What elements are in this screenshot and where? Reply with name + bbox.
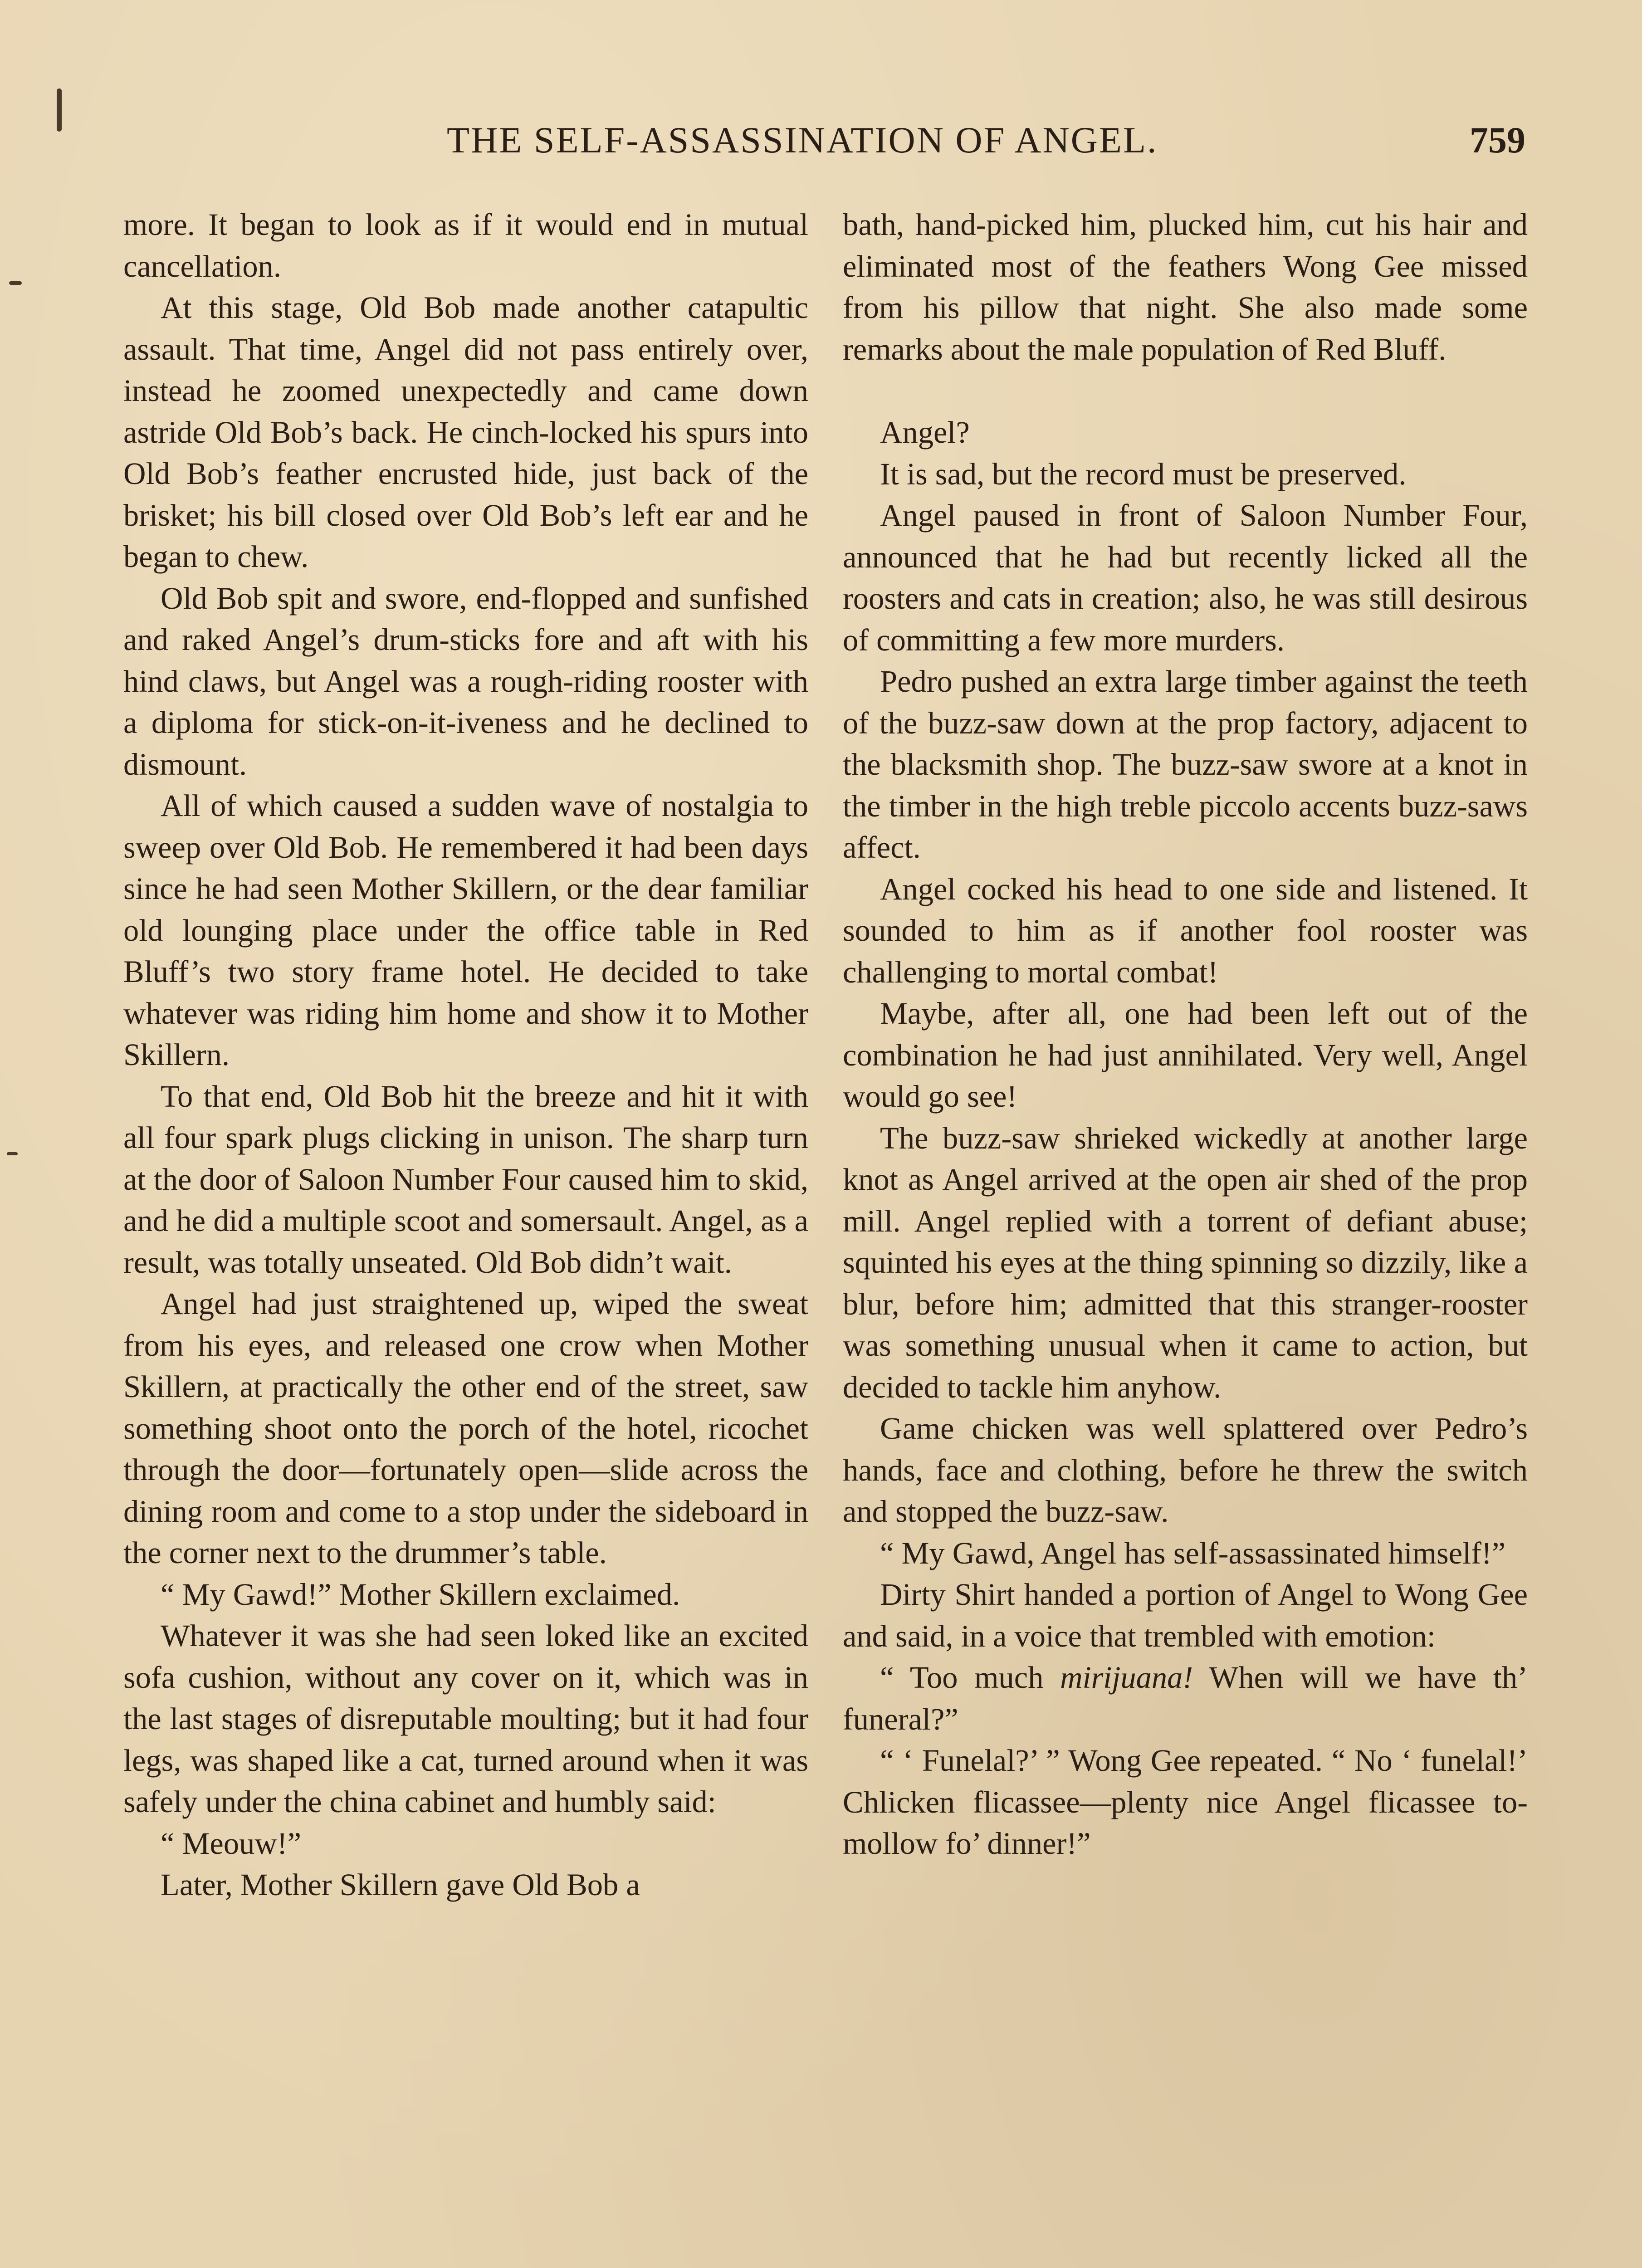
- paragraph: “ My Gawd, Angel has self-assassinated himself!”: [880, 1535, 1506, 1570]
- paragraph: To that end, Old Bob hit the breeze and hit it with all four spark plugs clicking in unison. The sharp turn at the door of Saloon Number Four caused him to skid, and he did a multiple scoot and somersault. Angel, as a result, was totally unseated. Old Bob didn’t wait.: [123, 1079, 808, 1280]
- paragraph: Whatever it was she had seen loked like an excited sofa cushion, without any cover on it, which was in the last stages of disreputable moulting; but it had four legs, was shaped like a cat, turned around when it was safely under the china cabinet and humbly said:: [123, 1618, 808, 1819]
- paragraph: [843, 1657, 1528, 1740]
- paragraph: more. It began to look as if it would end in mutual cancellation.: [123, 207, 808, 284]
- italic-word: mirijuana!: [1060, 1660, 1193, 1695]
- paragraph: Game chicken was well splattered over Pedro’s hands, face and clothing, before he threw the switch and stopped the buzz-saw.: [843, 1411, 1528, 1529]
- paragraph: Pedro pushed an extra large timber against the teeth of the buzz-saw down at the prop factory, adjacent to the blacksmith shop. The buzz-saw swore at a knot in the timber in the high treble piccolo accents buzz-saws affect.: [843, 664, 1528, 865]
- dialogue-text: “ Too much: [880, 1660, 1060, 1695]
- paragraph: Later, Mother Skillern gave Old Bob a: [161, 1867, 640, 1902]
- margin-mark: [9, 281, 22, 285]
- left-column: [123, 204, 808, 1906]
- dialogue-text: When will we have th’ funeral?”: [843, 1660, 1528, 1736]
- paragraph: Maybe, after all, one had been left out of the combination he had just annihilated. Very well, Angel would go see!: [843, 996, 1528, 1114]
- paragraph: “ ‘ Funelal?’ ” Wong Gee repeated. “ No ‘ funelal!’ Chlicken flicassee—plenty nice Angel flicassee to-mollow fo’ dinner!”: [843, 1743, 1528, 1861]
- paragraph: bath, hand-picked him, plucked him, cut his hair and eliminated most of the feathers Wong Gee missed from his pillow that night. She also made some remarks about the male population of Red Bluff.: [843, 207, 1528, 367]
- running-title: THE SELF-ASSASSINATION OF ANGEL.: [447, 119, 1158, 161]
- page-header: [0, 119, 1642, 169]
- margin-mark: [7, 1152, 18, 1155]
- paragraph: Angel paused in front of Saloon Number Four, announced that he had but recently licked all the roosters and cats in creation; also, he was still desirous of committing a few more murders.: [843, 498, 1528, 657]
- paragraph: Dirty Shirt handed a portion of Angel to Wong Gee and said, in a voice that trembled with emotion:: [843, 1577, 1528, 1653]
- paragraph: All of which caused a sudden wave of nostalgia to sweep over Old Bob. He remembered it had been days since he had seen Mother Skillern, or the dear familiar old lounging place under the office table in Red Bluff’s two story frame hotel. He decided to take whatever was riding him home and show it to Mother Skillern.: [123, 788, 808, 1072]
- paragraph: “ My Gawd!” Mother Skillern exclaimed.: [161, 1577, 680, 1612]
- paragraph: Angel had just straightened up, wiped the sweat from his eyes, and released one crow when Mother Skillern, at practically the other end of the street, saw something shoot onto the porch of the hotel, ricochet through the door—fortunately open—slide across the dining room and come to a stop under the sideboard in the corner next to the drummer’s table.: [123, 1286, 808, 1570]
- paragraph: Old Bob spit and swore, end-flopped and sunfished and raked Angel’s drum-sticks fore and aft with his hind claws, but Angel was a rough-riding rooster with a diploma for stick-on-it-iveness and he declined to dismount.: [123, 581, 808, 782]
- paragraph: Angel cocked his head to one side and listened. It sounded to him as if another fool rooster was challenging to mortal combat!: [843, 871, 1528, 989]
- margin-mark: [57, 88, 62, 132]
- paragraph: It is sad, but the record must be preserved.: [880, 456, 1407, 491]
- paragraph: At this stage, Old Bob made another catapultic assault. That time, Angel did not pass entirely over, instead he zoomed unexpectedly and came down astride Old Bob’s back. He cinch-locked his spurs into Old Bob’s feather encrusted hide, just back of the brisket; his bill closed over Old Bob’s left ear and he began to chew.: [123, 290, 808, 574]
- paragraph: Angel?: [880, 415, 970, 450]
- paragraph: The buzz-saw shrieked wickedly at another large knot as Angel arrived at the open air shed of the prop mill. Angel replied with a torrent of defiant abuse; squinted his eyes at the thing spinning so dizzily, like a blur, before him; admitted that this stranger-rooster was something unusual when it came to action, but decided to tackle him anyhow.: [843, 1120, 1528, 1404]
- page-number: 759: [1470, 119, 1525, 161]
- right-column: [843, 204, 1528, 1865]
- paragraph: “ Meouw!”: [161, 1826, 302, 1861]
